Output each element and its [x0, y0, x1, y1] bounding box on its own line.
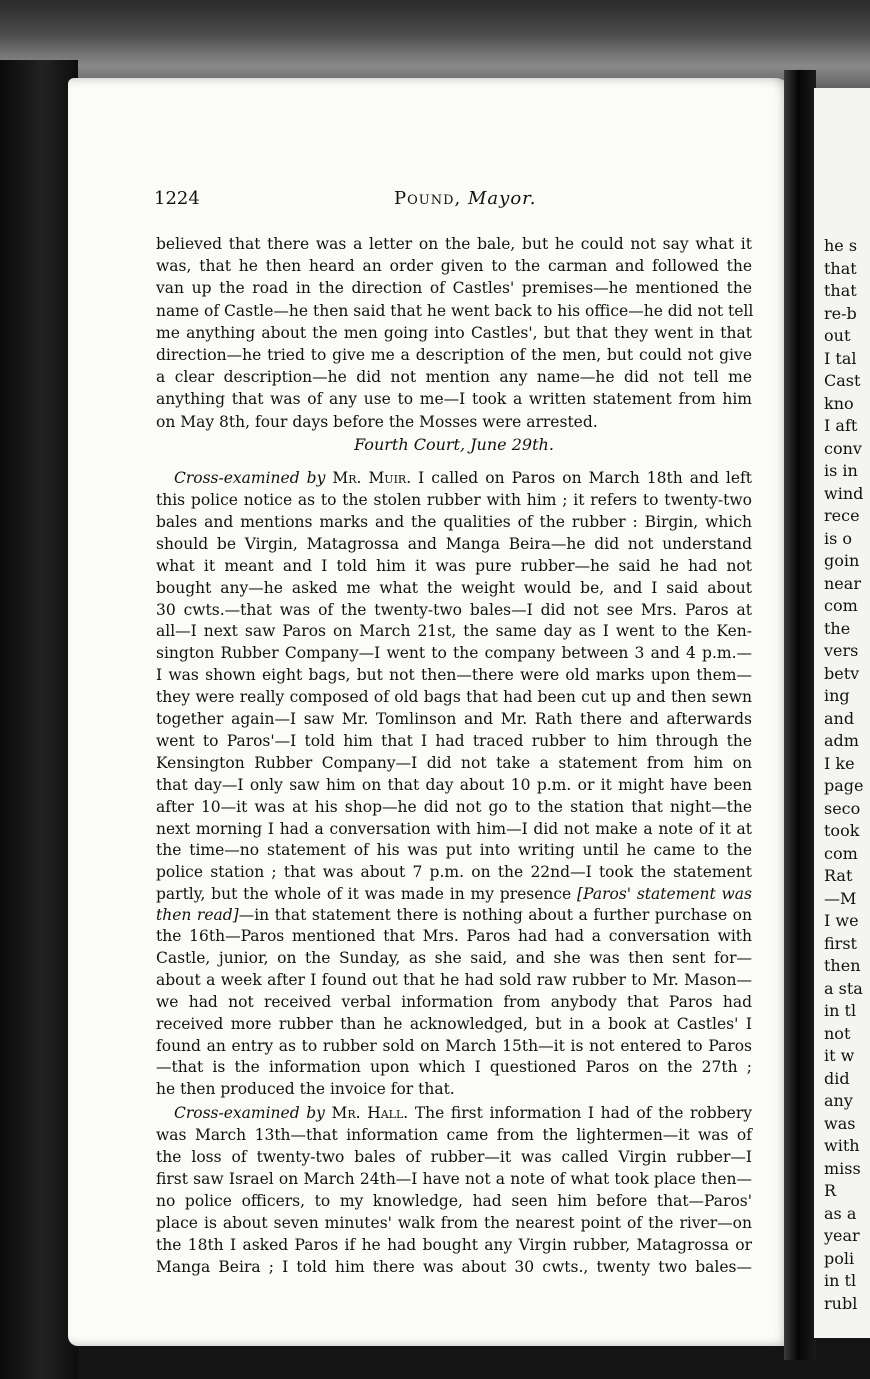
facing-page-fragment: took: [824, 821, 860, 840]
text-line: we had not received verbal information from anybody that Paros had: [156, 992, 752, 1011]
facing-page-fragment: wind: [824, 483, 864, 503]
facing-page: [814, 88, 870, 1338]
facing-page-fragment: I ke: [824, 753, 855, 773]
facing-page-fragment: as a: [824, 1203, 857, 1223]
text-line: a clear description—he did not mention any name—he did not tell me: [156, 368, 752, 387]
page-number: 1224: [154, 188, 200, 209]
text-line: next morning I had a conversation with him—I did not make a note of it at: [156, 819, 752, 838]
facing-page-fragment: any: [824, 1091, 853, 1110]
facing-page-fragment: R: [824, 1181, 837, 1200]
facing-page-fragment: is in: [824, 461, 858, 480]
facing-page-fragment: conv: [824, 438, 862, 458]
facing-page-fragment: it w: [824, 1046, 855, 1065]
facing-page-fragment: page: [824, 776, 864, 795]
facing-page-fragment: was: [824, 1113, 856, 1133]
line-text: I called on Paros on March 18th and left: [411, 469, 752, 487]
text-line: [174, 1103, 752, 1123]
facing-page-fragment: com: [824, 596, 858, 615]
text-line: together again—I saw Mr. Tomlinson and Mr. Rath there and afterwards: [156, 710, 752, 728]
facing-page-fragment: I aft: [824, 416, 858, 435]
text-line: me anything about the men going into Castles', but that they went in that: [156, 323, 752, 342]
text-line: van up the road in the direction of Castles' premises—he mentioned the: [156, 279, 752, 298]
facing-page-fragment: re-b: [824, 303, 857, 323]
line-text: —in that statement there is nothing about a further purchase on: [238, 906, 752, 924]
facing-page-fragment: poli: [824, 1248, 855, 1268]
facing-page-fragment: year: [824, 1226, 860, 1245]
section-heading: Fourth Court, June 29th.: [354, 435, 554, 454]
facing-page-fragment: I tal: [824, 348, 857, 368]
text-line: on May 8th, four days before the Mosses were arrested.: [156, 412, 598, 431]
text-line: bales and mentions marks and the qualities of the rubber : Birgin, which: [156, 512, 752, 531]
facing-page-fragment: goin: [824, 551, 860, 570]
book-binding-left: [0, 60, 78, 1379]
facing-page-fragment: first: [824, 933, 857, 953]
facing-page-fragment: with: [824, 1136, 860, 1155]
text-line: that day—I only saw him on that day about 10 p.m. or it might have been: [156, 775, 752, 794]
text-line: they were really composed of old bags that had been cut up and then sewn: [156, 688, 752, 707]
text-line: should be Virgin, Matagrossa and Manga Beira—he did not understand: [156, 534, 752, 553]
italic-note: [Paros' statement was: [577, 885, 752, 903]
facing-page-fragment: miss: [824, 1158, 861, 1178]
facing-page-fragment: a sta: [824, 978, 863, 998]
text-line: all—I next saw Paros on March 21st, the same day as I went to the Ken-: [156, 622, 752, 641]
text-line: Castle, junior, on the Sunday, as she said, and she was then sent for—: [156, 948, 752, 967]
facing-page-fragment: out: [824, 326, 851, 345]
text-line: Kensington Rubber Company—I did not take a statement from him on: [156, 753, 752, 772]
text-line: went to Paros'—I told him that I had traced rubber to him through the: [156, 731, 752, 750]
facing-page-fragment: kno: [824, 393, 854, 413]
facing-page-fragment: the: [824, 618, 851, 638]
facing-page-fragment: com: [824, 843, 858, 863]
page-header: [154, 188, 754, 218]
facing-page-fragment: near: [824, 573, 861, 593]
cross-examined-label: Cross-examined by: [174, 1104, 325, 1122]
facing-page-fragment: Cast: [824, 371, 861, 390]
text-line: sington Rubber Company—I went to the company between 3 and 4 p.m.—: [156, 644, 752, 663]
facing-page-fragment: betv: [824, 663, 860, 683]
text-line: about a week after I found out that he had sold raw rubber to Mr. Mason—: [156, 970, 752, 989]
text-line: was, that he then heard an order given to the carman and followed the: [156, 257, 752, 276]
facing-page-fragment: then: [824, 956, 861, 975]
text-line: after 10—it was at his shop—he did not go to the station that night—the: [156, 797, 752, 816]
facing-page-fragment: in tl: [824, 1271, 857, 1290]
text-line: he then produced the invoice for that.: [156, 1080, 455, 1099]
facing-page-fragment: not: [824, 1023, 851, 1043]
text-line: the 18th I asked Paros if he had bought any Virgin rubber, Matagrossa or: [156, 1236, 752, 1254]
text-line: —that is the information upon which I questioned Paros on the 27th ;: [156, 1058, 752, 1077]
text-line: no police officers, to my knowledge, had seen him before that—Paros': [156, 1192, 752, 1210]
line-text: partly, but the whole of it was made in my presence: [156, 885, 578, 903]
facing-page-fragment: seco: [824, 798, 861, 818]
facing-page-fragment: Rat: [824, 866, 853, 885]
book-gutter: [784, 70, 816, 1360]
cross-examined-label: Cross-examined by: [174, 469, 326, 487]
text-line: [156, 905, 752, 925]
facing-page-fragment: rubl: [824, 1293, 858, 1313]
running-head-name: Pound: [394, 188, 455, 209]
text-line: the loss of twenty-two bales of rubber—it was called Virgin rubber—I: [156, 1148, 752, 1166]
text-line: received more rubber than he acknowledged, but in a book at Castles' I: [156, 1014, 752, 1033]
italic-note: then read]: [156, 906, 239, 924]
facing-page-fragment: that: [824, 281, 857, 300]
counsel-name: Mr. Muir.: [332, 469, 412, 487]
facing-page-fragment: that: [824, 258, 857, 278]
facing-page-fragment: is o: [824, 528, 853, 548]
facing-page-fragment: adm: [824, 731, 859, 750]
text-line: the time—no statement of his was put into writing until he came to the: [156, 841, 752, 860]
facing-page-fragment: in tl: [824, 1001, 857, 1020]
text-line: anything that was of any use to me—I took a written statement from him: [156, 390, 752, 409]
facing-page-fragment: he s: [824, 236, 858, 255]
text-line: [156, 884, 752, 904]
facing-page-fragment: rece: [824, 506, 860, 525]
text-line: found an entry as to rubber sold on March 15th—it is not entered to Paros: [156, 1036, 752, 1055]
facing-page-fragment: I we: [824, 911, 859, 930]
line-text: The first information I had of the robbery: [408, 1104, 752, 1122]
text-line: I was shown eight bags, but not then—there were old marks upon them—: [156, 666, 752, 685]
text-line: [174, 468, 752, 488]
text-line: Manga Beira ; I told him there was about 30 cwts., twenty two bales—: [156, 1258, 752, 1276]
facing-page-fragment: —M: [824, 888, 857, 908]
text-line: 30 cwts.—that was of the twenty-two bales—I did not see Mrs. Paros at: [156, 600, 752, 619]
running-head-title: Mayor.: [467, 188, 537, 209]
facing-page-fragment: and: [824, 708, 855, 728]
running-head: Pound, Mayor.: [394, 188, 537, 209]
text-line: police station ; that was about 7 p.m. on the 22nd—I took the statement: [156, 863, 752, 882]
text-line: place is about seven minutes' walk from the nearest point of the river—on: [156, 1214, 752, 1232]
text-line: this police notice as to the stolen rubber with him ; it refers to twenty-two: [156, 491, 752, 509]
text-line: believed that there was a letter on the bale, but he could not say what it: [156, 235, 752, 253]
text-line: was March 13th—that information came from the lightermen—it was of: [156, 1126, 752, 1144]
text-line: the 16th—Paros mentioned that Mrs. Paros had had a conversation with: [156, 927, 752, 945]
text-line: what it meant and I told him it was pure rubber—he said he had not: [156, 556, 752, 575]
facing-page-fragment: ing: [824, 686, 850, 705]
facing-page-fragment: did: [824, 1068, 850, 1088]
text-line: bought any—he asked me what the weight would be, and I said about: [156, 578, 752, 597]
text-line: first saw Israel on March 24th—I have not a note of what took place then—: [156, 1170, 752, 1188]
text-line: name of Castle—he then said that he went back to his office—he did not tell: [156, 301, 754, 320]
text-line: direction—he tried to give me a description of the men, but could not give: [156, 346, 752, 364]
counsel-name: Mr. Hall.: [331, 1104, 409, 1122]
facing-page-fragment: vers: [824, 641, 859, 660]
